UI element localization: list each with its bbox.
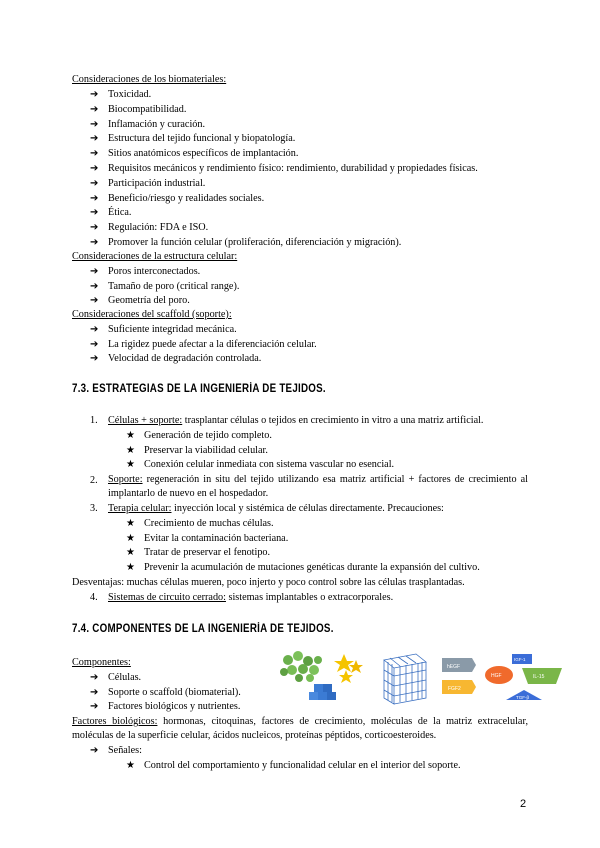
factores-biologicos-label: Factores biológicos: bbox=[72, 716, 158, 727]
list-item: Tamaño de poro (critical range). bbox=[108, 280, 240, 292]
arrow-bullet-icon: ➔ bbox=[90, 353, 99, 364]
list-item: Inflamación y curación. bbox=[108, 118, 206, 130]
factores-biologicos-body: hormonas, citoquinas, factores de crecimiento, moléculas de la matriz extracelular, moléculas de la superficie celular, ácidos nucleicos, proteínas péptidos, corticoesteroides. bbox=[72, 716, 528, 741]
arrow-bullet-icon: ➔ bbox=[90, 338, 99, 350]
list-item: Factores biológicos y nutrientes. bbox=[108, 701, 241, 712]
growth-factor-stars bbox=[334, 654, 363, 683]
star-bullet-icon: ★ bbox=[126, 547, 135, 558]
arrow-bullet-icon: ➔ bbox=[90, 295, 99, 306]
list-item: Suficiente integridad mecánica. bbox=[108, 324, 237, 335]
arrow-bullet-icon: ➔ bbox=[90, 133, 99, 145]
star-bullet-icon: ★ bbox=[126, 760, 135, 771]
biomateriales-heading: Consideraciones de los biomateriales: bbox=[72, 74, 227, 85]
senales-subitem: Control del comportamiento y funcionalidad celular en el interior del soporte. bbox=[144, 760, 461, 771]
arrow-bullet-icon: ➔ bbox=[90, 207, 99, 219]
item-2-label: Soporte: bbox=[108, 474, 143, 485]
list-item: Ética. bbox=[108, 207, 132, 219]
arrow-bullet-icon: ➔ bbox=[90, 237, 99, 248]
item-2-text bbox=[108, 473, 528, 500]
item-1-label: Células + soporte: bbox=[108, 415, 183, 426]
section-7-3-title: 7.3. ESTRATEGIAS DE LA INGENIERÍA DE TEJIDOS. bbox=[72, 383, 326, 395]
item-4-text bbox=[108, 591, 393, 604]
senales-label: Señales: bbox=[108, 745, 142, 756]
scaffold-grid bbox=[384, 654, 426, 704]
desventajas-text: Desventajas: muchas células mueren, poco injerto y poco control sobre las células trasplantadas. bbox=[72, 577, 465, 588]
arrow-bullet-icon: ➔ bbox=[90, 118, 99, 130]
arrow-bullet-icon: ➔ bbox=[90, 192, 99, 204]
estructura-heading: Consideraciones de la estructura celular: bbox=[72, 251, 238, 262]
list-item: Biocompatibilidad. bbox=[108, 103, 187, 115]
list-item: Soporte o scaffold (biomaterial). bbox=[108, 686, 241, 698]
arrow-bullet-icon: ➔ bbox=[90, 324, 99, 335]
blue-blocks bbox=[309, 684, 336, 700]
item-1-number: 1. bbox=[90, 415, 98, 426]
arrow-bullet-icon: ➔ bbox=[90, 686, 99, 698]
item-4-label: Sistemas de circuito cerrado: bbox=[108, 592, 226, 603]
list-item: Sitios anatómicos específicos de implantación. bbox=[108, 148, 299, 160]
list-item: La rigidez puede afectar a la diferenciación celular. bbox=[108, 338, 317, 350]
list-item: Generación de tejido completo. bbox=[144, 430, 272, 441]
list-item: Regulación: FDA e ISO. bbox=[108, 222, 209, 234]
biological-factors-diagram bbox=[442, 654, 562, 700]
list-item: Crecimiento de muchas células. bbox=[144, 518, 274, 529]
list-item: Evitar la contaminación bacteriana. bbox=[144, 532, 289, 544]
components-illustration bbox=[276, 648, 566, 706]
star-bullet-icon: ★ bbox=[126, 459, 135, 470]
list-item: Velocidad de degradación controlada. bbox=[108, 353, 262, 364]
factor-label-5: IGF-1 bbox=[514, 657, 526, 662]
arrow-bullet-icon: ➔ bbox=[90, 672, 99, 683]
arrow-bullet-icon: ➔ bbox=[90, 177, 99, 189]
star-bullet-icon: ★ bbox=[126, 430, 135, 441]
list-item: Conexión celular inmediata con sistema vascular no esencial. bbox=[144, 459, 395, 470]
list-item: Preservar la viabilidad celular. bbox=[144, 444, 268, 456]
item-3-body: inyección local y sistémica de células directamente. Precauciones: bbox=[171, 503, 444, 514]
factor-label-0: hEGF bbox=[447, 664, 461, 670]
item-3-number: 3. bbox=[90, 503, 98, 514]
page-number: 2 bbox=[520, 798, 527, 810]
factor-label-4: HGF bbox=[491, 673, 502, 679]
factor-label-3: FGF2 bbox=[448, 686, 461, 692]
componentes-heading: Componentes: bbox=[72, 657, 131, 668]
star-bullet-icon: ★ bbox=[126, 561, 135, 573]
list-item: Poros interconectados. bbox=[108, 266, 201, 277]
star-bullet-icon: ★ bbox=[126, 444, 135, 456]
list-item: Promover la función celular (proliferación, diferenciación y migración). bbox=[108, 237, 402, 248]
section-7-4-title: 7.4. COMPONENTES DE LA INGENIERÍA DE TEJIDOS. bbox=[72, 623, 334, 635]
item-3-label: Terapia celular: bbox=[108, 503, 172, 514]
factor-label-6: TGF-β bbox=[516, 695, 530, 700]
list-item: Participación industrial. bbox=[108, 177, 206, 189]
arrow-bullet-icon: ➔ bbox=[90, 89, 99, 100]
arrow-bullet-icon: ➔ bbox=[90, 103, 99, 115]
arrow-bullet-icon: ➔ bbox=[90, 163, 99, 174]
arrow-bullet-icon: ➔ bbox=[90, 266, 99, 277]
item-2-number: 2. bbox=[90, 475, 98, 486]
item-3-text bbox=[108, 502, 444, 515]
star-bullet-icon: ★ bbox=[126, 532, 135, 544]
item-4-body: sistemas implantables o extracorporales. bbox=[225, 592, 394, 603]
list-item: Prevenir la acumulación de mutaciones genéticas durante la expansión del cultivo. bbox=[144, 561, 480, 573]
factores-biologicos-text bbox=[72, 715, 528, 742]
list-item: Geometría del poro. bbox=[108, 295, 190, 306]
star-bullet-icon: ★ bbox=[126, 518, 135, 529]
list-item: Tratar de preservar el fenotipo. bbox=[144, 547, 271, 558]
item-1-body: trasplantar células o tejidos en crecimiento in vitro a una matriz artificial. bbox=[182, 415, 484, 426]
arrow-bullet-icon: ➔ bbox=[90, 280, 99, 292]
list-item: Estructura del tejido funcional y biopatología. bbox=[108, 133, 296, 145]
arrow-bullet-icon: ➔ bbox=[90, 745, 99, 756]
item-1-text bbox=[108, 414, 483, 427]
scaffold-heading: Consideraciones del scaffold (soporte): bbox=[72, 309, 232, 320]
arrow-bullet-icon: ➔ bbox=[90, 701, 99, 712]
item-2-body: regeneración in situ del tejido utilizando esa matriz artificial + factores de crecimiento al implantarlo de nuevo en el hospedador. bbox=[108, 474, 528, 499]
list-item: Beneficio/riesgo y realidades sociales. bbox=[108, 192, 265, 204]
arrow-bullet-icon: ➔ bbox=[90, 222, 99, 234]
list-item: Células. bbox=[108, 672, 142, 683]
cells-illustration bbox=[280, 651, 322, 682]
list-item: Requisitos mecánicos y rendimiento físico: rendimiento, durabilidad y propiedades físicas. bbox=[108, 163, 478, 174]
item-4-number: 4. bbox=[90, 592, 98, 603]
list-item: Toxicidad. bbox=[108, 89, 152, 100]
arrow-bullet-icon: ➔ bbox=[90, 148, 99, 160]
factor-label-1: IL-15 bbox=[533, 674, 545, 680]
